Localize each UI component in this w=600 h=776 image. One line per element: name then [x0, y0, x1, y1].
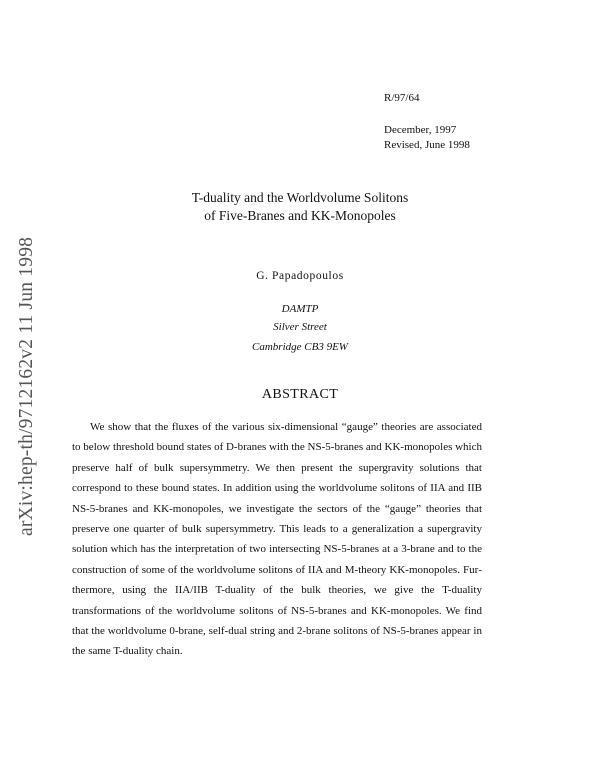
paper-title-line-1: T-duality and the Worldvolume Solitons	[191, 190, 409, 205]
abstract-body: We show that the fluxes of the various six-dimensional “gauge” theories are associated to below threshold bound states of D-branes with the NS-5-branes and KK-monopoles which preserve half of bulk supersymmetry. We then present the supergravity solutions that correspond to these bound states. In addition using the worldvolume solitons of IIA and IIB NS-5-branes and KK-monopoles, we investigate the sectors of the “gauge” theories that preserve one quarter of bulk supersymmetry. This leads to a generalization a supergravity solution which has the interpretation of two intersecting NS-5-branes at a 3-brane and to the construction of some of the worldvolume solitons of IIA and M-theory KK-monopoles. Furthermore, using the IIA/IIB T-duality of the bulk theories, we give the T-duality transformations of the worldvolume solitons of NS-5-branes and KK-monopoles. We find that the worldvolume 0-brane, self-dual string and 2-brane solitons of NS-5-branes appear in the same T-duality chain.	[72, 421, 482, 658]
author: G. Papadopoulos	[256, 270, 344, 282]
abstract-heading: ABSTRACT	[261, 387, 339, 402]
paper-title-line-2: of Five-Branes and KK-Monopoles	[204, 208, 396, 223]
affiliation-department: DAMTP	[281, 303, 319, 315]
arxiv-id-text: arXiv:hep-th/9712162v2 11 Jun 1998	[16, 236, 37, 536]
affiliation-city: Cambridge CB3 9EW	[252, 341, 348, 353]
arxiv-sidebar-identifier	[14, 206, 40, 536]
affiliation-street: Silver Street	[273, 321, 327, 333]
report-number: R/97/64	[384, 92, 420, 104]
revised-date: Revised, June 1998	[384, 139, 470, 151]
date: December, 1997	[384, 124, 457, 136]
